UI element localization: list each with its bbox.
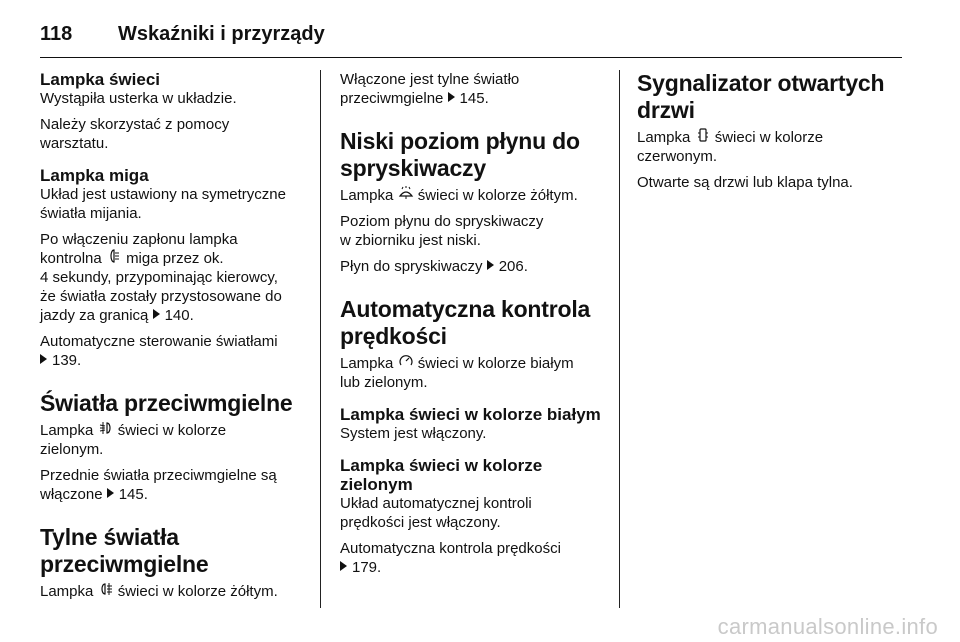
section-title: przeciwmgielne [40, 551, 209, 577]
page-reference-arrow-icon [107, 488, 114, 498]
paragraph-line [340, 186, 608, 205]
section-heading: Lampka miga [40, 166, 149, 185]
paragraph-line: że światła zostały przystosowane do [40, 288, 282, 305]
paragraph-line [40, 249, 308, 268]
paragraph-line [340, 89, 608, 108]
section-title: prędkości [340, 323, 447, 349]
page-reference-arrow-icon [153, 309, 160, 319]
headlight-symmetric-icon [106, 249, 122, 268]
section-heading: Lampka świeci [40, 70, 161, 89]
page-reference[interactable]: 179. [352, 559, 382, 576]
page-reference-arrow-icon [340, 561, 347, 571]
section-title: Automatyczna kontrola [340, 296, 591, 322]
cruise-control-icon [398, 354, 414, 373]
text-fragment: świeci w kolorze żółtym. [117, 583, 278, 600]
paragraph-line: lub zielonym. [340, 374, 428, 391]
paragraph-line: 4 sekundy, przypominając kierowcy, [40, 269, 278, 286]
text-fragment: Lampka [40, 422, 94, 439]
paragraph-line: w zbiorniku jest niski. [340, 232, 481, 249]
paragraph-line: Przednie światła przeciwmgielne są [40, 467, 277, 484]
paragraph-line [40, 351, 308, 370]
column-divider [619, 70, 620, 608]
paragraph-line: Otwarte są drzwi lub klapa tylna. [637, 174, 853, 191]
text-fragment: jazdy za granicą [40, 307, 149, 324]
paragraph-line: Należy skorzystać z pomocy [40, 116, 230, 133]
paragraph-line [340, 558, 608, 577]
header-rule [40, 57, 902, 58]
page-reference[interactable]: 145. [118, 486, 148, 503]
page-reference-arrow-icon [487, 260, 494, 270]
paragraph-line: światła mijania. [40, 205, 142, 222]
text-fragment: świeci w kolorze [117, 422, 227, 439]
page-number: 118 [40, 22, 73, 45]
watermark: carmanualsonline.info [717, 614, 938, 639]
page-reference-arrow-icon [40, 354, 47, 364]
section-title: spryskiwaczy [340, 155, 486, 181]
paragraph-line: Automatyczna kontrola prędkości [340, 540, 561, 557]
paragraph-line: czerwonym. [637, 148, 718, 165]
text-fragment: świeci w kolorze żółtym. [417, 187, 578, 204]
column-2 [340, 70, 608, 577]
section-title: Niski poziom płynu do [340, 128, 580, 154]
column-divider [320, 70, 321, 608]
text-fragment: przeciwmgielne [340, 90, 444, 107]
paragraph-line [40, 306, 308, 325]
section-heading: Lampka świeci w kolorze białym [340, 405, 601, 424]
page-reference[interactable]: 206. [498, 258, 528, 275]
paragraph-line: Automatyczne sterowanie światłami [40, 333, 278, 350]
text-fragment: kontrolna [40, 250, 102, 267]
text-fragment: Lampka [340, 187, 394, 204]
page-reference[interactable]: 140. [164, 307, 194, 324]
page-title: Wskaźniki i przyrządy [118, 22, 325, 45]
paragraph-line: System jest włączony. [340, 425, 487, 442]
paragraph-line: Poziom płynu do spryskiwaczy [340, 213, 544, 230]
section-title: Tylne światła [40, 524, 179, 550]
column-3 [637, 70, 905, 192]
text-fragment: Lampka [340, 355, 394, 372]
column-1 [40, 70, 308, 601]
text-fragment: Lampka [40, 583, 94, 600]
text-fragment: świeci w kolorze białym [417, 355, 574, 372]
page-reference[interactable]: 145. [459, 90, 489, 107]
paragraph-line: warsztatu. [40, 135, 109, 152]
paragraph-line [40, 485, 308, 504]
paragraph-line: Układ jest ustawiony na symetryczne [40, 186, 286, 203]
paragraph-line [40, 421, 308, 440]
front-fog-light-icon [98, 421, 114, 440]
paragraph-line: Układ automatycznej kontroli [340, 495, 532, 512]
paragraph-line: zielonym. [40, 441, 104, 458]
paragraph: Wystąpiła usterka w układzie. [40, 90, 237, 107]
paragraph-line: prędkości jest włączony. [340, 514, 501, 531]
paragraph-line: Po włączeniu zapłonu lampka [40, 231, 238, 248]
paragraph-line [637, 128, 905, 147]
page-header [40, 14, 325, 54]
page-reference[interactable]: 139. [52, 352, 82, 369]
paragraph-line: Włączone jest tylne światło [340, 71, 520, 88]
washer-fluid-icon [398, 186, 414, 205]
rear-fog-light-icon [98, 582, 114, 601]
door-open-icon [695, 128, 711, 147]
section-heading: zielonym [340, 475, 413, 494]
section-title: drzwi [637, 97, 695, 123]
page-reference-arrow-icon [448, 92, 455, 102]
paragraph-line [40, 582, 308, 601]
text-fragment: świeci w kolorze [714, 129, 824, 146]
text-fragment: Lampka [637, 129, 691, 146]
text-fragment: włączone [40, 486, 103, 503]
paragraph-line [340, 257, 608, 276]
text-fragment: Płyn do spryskiwaczy [340, 258, 483, 275]
section-title: Sygnalizator otwartych [637, 70, 885, 96]
section-title: Światła przeciwmgielne [40, 390, 293, 416]
paragraph-line [340, 354, 608, 373]
section-heading: Lampka świeci w kolorze [340, 456, 543, 475]
text-fragment: miga przez ok. [126, 250, 224, 267]
